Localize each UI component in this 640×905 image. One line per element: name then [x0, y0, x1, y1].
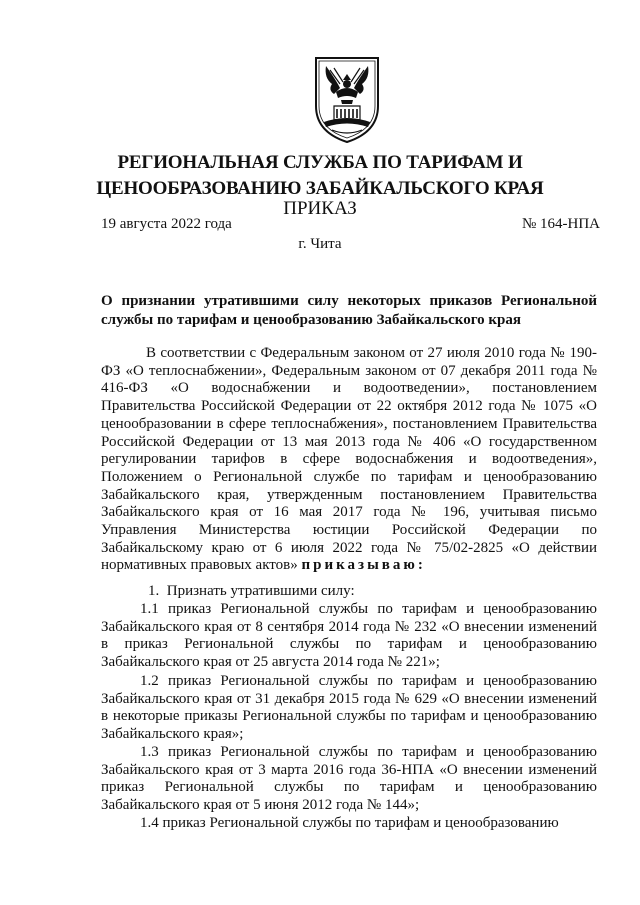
organization-title [0, 150, 640, 202]
document-type: ПРИКАЗ [283, 198, 357, 219]
list-item: 1.4 приказ Региональной службы по тарифам и ценообразованию [140, 815, 559, 831]
list-item: 1.1 приказ Региональной службы по тарифам и ценообразованию Забайкальского края от 8 сентября 2014 года № 232 «О внесении изменений в приказ Региональной службы по тарифам и ценообразованию Забайкальского края от 25 августа 2014 года № 221»; [101, 601, 597, 671]
order-word: приказываю: [301, 557, 426, 574]
document-number: № 164-НПА [521, 216, 600, 232]
preamble-text: В соответствии с Федеральным законом от 27 июля 2010 года № 190-ФЗ «О теплоснабжении», Федеральным законом от 07 декабря 2011 года № 416-ФЗ «О водоснабжении и водоотведении», постановлением Правительства Российской Федерации от 22 октября 2012 года № 1075 «О ценообразовании в сфере теплоснабжения», постановлением Правительства Российской Федерации от 13 мая 2013 года № 406 «О государственном регулировании тарифов в сфере водоснабжения и водоотведения», Положением о Региональной службе по тарифам и ценообразованию Забайкальского края, утвержденным постановлением Правительства Забайкальского края от 16 мая 2017 года № 196, учитывая письмо Управления Министерства юстиции Российской Федерации по Забайкальскому краю от 6 июля 2022 года № 75/02-2825 «О действии нормативных правовых актов» [101, 345, 597, 574]
list-item: 1.2 приказ Региональной службы по тарифам и ценообразованию Забайкальского края от 31 декабря 2015 года № 629 «О внесении изменений в некоторые приказы Региональной службы по тарифам и ценообразованию Забайкальского края»; [101, 673, 597, 743]
document-date: 19 августа 2022 года [101, 216, 232, 232]
coat-of-arms-emblem-icon [310, 54, 384, 144]
list-intro: 1. Признать утратившими силу: [148, 583, 355, 599]
document-city: г. Чита [298, 236, 342, 252]
document-subject: О признании утратившими силу некоторых приказов Региональной службы по тарифам и ценообразованию Забайкальского края [101, 293, 597, 328]
coat-of-arms-svg [310, 54, 384, 144]
organization-title-line-1: РЕГИОНАЛЬНАЯ СЛУЖБА ПО ТАРИФАМ И [117, 152, 523, 173]
preamble-paragraph [101, 345, 597, 575]
list-item: 1.3 приказ Региональной службы по тарифам и ценообразованию Забайкальского края от 3 марта 2016 года 36-НПА «О внесении изменений приказ Региональной службы по тарифам и ценообразованию Забайкальского края от 5 июня 2012 года № 144»; [101, 744, 597, 814]
organization-title-line-2: ЦЕНООБРАЗОВАНИЮ ЗАБАЙКАЛЬСКОГО КРАЯ [96, 178, 544, 199]
